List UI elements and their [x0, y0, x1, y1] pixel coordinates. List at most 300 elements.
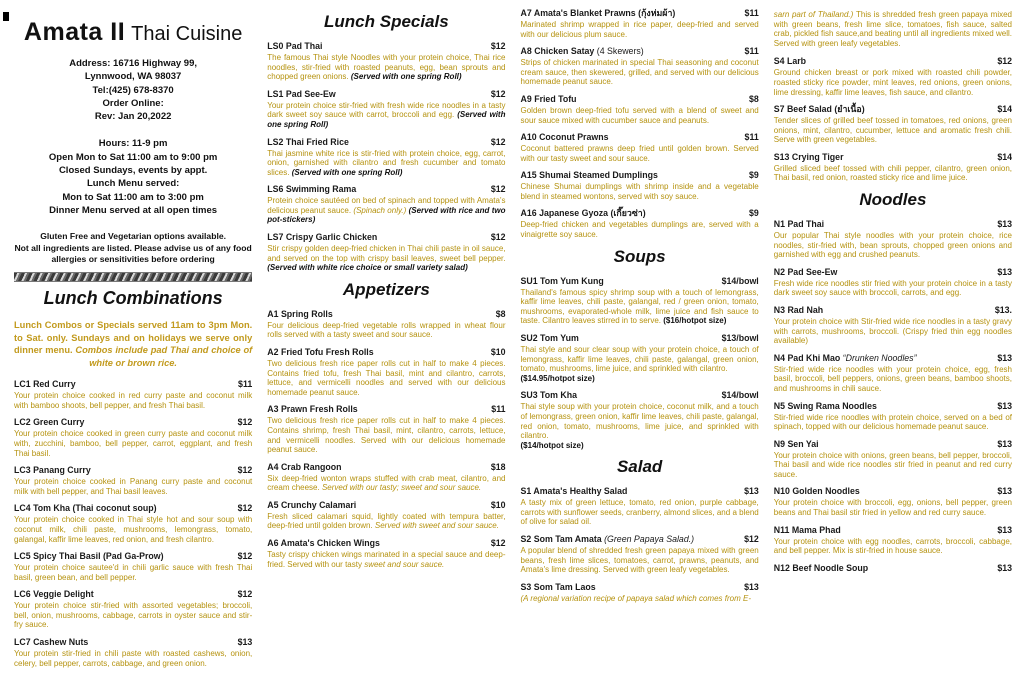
text-segment: Your protein choice with egg noodles, carrots, broccoli, cabbage, and bell pepper. Mix is stir-fried in house sauce.	[773, 536, 1012, 556]
menu-item	[521, 486, 759, 527]
item-price: $12	[490, 232, 506, 243]
item-description	[267, 149, 505, 178]
menu-item-header	[267, 309, 505, 320]
text-segment: Four delicious deep-fried vegetable rolls wrapped in wheat flour rolls served with a tasty sweet and sour sauce.	[267, 320, 506, 340]
item-price: $12	[237, 465, 253, 476]
item-name	[774, 219, 824, 230]
text-segment: A9 Fried Tofu	[520, 93, 577, 104]
text-segment: S3 Som Tam Laos	[520, 581, 596, 592]
text-segment: Your protein choice stir-fried with fresh wide rice noodles in a tasty dark sweet soy sauce with carrot, broccoli and egg.	[267, 100, 506, 120]
item-description	[774, 231, 1012, 260]
item-name	[267, 184, 356, 195]
text-segment: Your protein choice with Stir-fried wide rice noodles in a tasty gravy with carrots, mushrooms, broccoli. (Crispy fried thin egg noodles available)	[773, 317, 1012, 346]
text-segment: (Green Papaya Salad.)	[604, 534, 695, 545]
text-segment: Deep-fried chicken and vegetables dumplings are, served with a vinaigrette soy sauce.	[520, 220, 759, 240]
item-description	[14, 601, 252, 630]
item-price: $12	[490, 136, 506, 147]
menu-item-header	[267, 89, 505, 100]
item-name	[774, 152, 844, 163]
text-segment: LS2 Thai Fried Rice	[267, 136, 349, 147]
menu-item	[774, 525, 1012, 556]
info-line: Order Online:	[102, 97, 164, 109]
item-name	[267, 462, 341, 473]
item-description	[267, 359, 505, 397]
item-price: $13	[997, 219, 1012, 230]
item-description	[521, 498, 759, 527]
text-segment: S1 Amata's Healthy Salad	[520, 486, 628, 497]
text-segment: A popular blend of shredded fresh green papaya mixed with green beans, fresh lime slices, tomatoes, carrot, prawns, peanuts, and Amata's lime dressing. Served with green leafy vegetables.	[520, 546, 759, 575]
text-segment: This is shredded fresh green papaya mixed with green beans, fresh lime slice, tomatoes, fish sauce, salted crab, pickled fish sauce,and beating until all ingredients mixed well. Served with green leafy vegetables.	[773, 10, 1013, 48]
item-price: $13.	[994, 305, 1012, 316]
text-segment: A5 Crunchy Calamari	[267, 499, 357, 510]
lunch-combinations-title: Lunch Combinations	[43, 288, 223, 309]
menu-item	[521, 94, 759, 125]
text-segment: LC3 Panang Curry	[14, 465, 91, 476]
text-segment: The famous Thai style Noodles with your protein choice, Thai rice noodles, stir-fried with roasted peanuts, egg, bean sprouts and chopped green onions.	[267, 52, 506, 82]
column-appetizers-soups-salad	[521, 8, 759, 675]
item-price: $14	[997, 151, 1012, 162]
text-segment: Strips of chicken marinated in special Thai seasoning and coconut cream sauce, then skewered, grilled, and served with our delicious homemade peanut sauce.	[520, 58, 759, 87]
item-name	[521, 276, 604, 287]
text-segment: Stir crispy golden deep-fried chicken in Thai chili paste in oil sauce, and served on the top with crispy basil leaves, sweet bell pepper.	[267, 244, 506, 263]
item-name	[774, 439, 819, 450]
menu-item-header	[267, 462, 505, 473]
text-segment: Two delicious fresh rice paper rolls cut in half to make 4 pieces. Contains shrimp, fresh Thai basil, mint, cilantro, carrots, lettuce, and vermicelli noodles. Served with our delicious homemade peanut sauce.	[267, 416, 506, 455]
menu-item-header	[521, 170, 759, 181]
item-description	[521, 288, 759, 326]
menu-item	[774, 267, 1012, 298]
menu-item	[14, 637, 252, 668]
menu-item	[521, 582, 759, 604]
info-line: Rev: Jan 20,2022	[94, 111, 172, 123]
item-price: $13	[997, 400, 1012, 411]
item-price: $12	[237, 417, 253, 428]
text-segment: N9 Sen Yai	[773, 438, 819, 449]
item-name	[774, 525, 841, 536]
menu-item	[774, 56, 1012, 97]
text-segment: Tender slices of grilled beef tossed in tomatoes, red onions, green onions, mint, cilantro, cucumber, lettuce and aromatic fresh chili. Serve with green vegetables.	[773, 116, 1012, 145]
menu-item	[14, 503, 252, 544]
item-price: $13/bowl	[721, 332, 759, 343]
menu-item	[774, 439, 1012, 480]
item-price: $13	[744, 486, 759, 497]
item-price: $8	[495, 308, 506, 319]
item-price: $9	[748, 170, 759, 181]
info-line: Closed Sundays, events by appt.	[58, 165, 208, 177]
menu-item	[774, 219, 1012, 260]
text-segment: sweet and sour sauce.	[364, 559, 445, 569]
text-segment: Coconut battered prawns deep fried until golden brown. Served with our tasty sweet and sour sauce.	[520, 144, 759, 163]
menu-item-header	[14, 417, 252, 428]
item-price: $13	[997, 562, 1012, 573]
info-line: Lynnwood, WA 98037	[84, 71, 182, 83]
text-segment: Stir-fried wide rice noodles with your protein choice, egg, fresh basil, broccoli, bell peppers, onions, green beans, bamboo shoots, and mushrooms in chili sauce.	[773, 364, 1012, 393]
item-name	[521, 170, 658, 181]
menu-item	[14, 551, 252, 582]
item-name	[14, 551, 164, 562]
item-price: $12	[744, 534, 759, 545]
menu-item	[774, 486, 1012, 517]
column-salad-noodles	[774, 8, 1012, 675]
text-segment: N3 Rad Nah	[773, 305, 824, 316]
text-segment: N2 Pad See-Ew	[773, 266, 838, 277]
text-segment: (A regional variation recipe of papaya salad which comes from E-	[520, 593, 751, 603]
text-segment: (Served with white rice choice or small variety salad)	[267, 263, 468, 273]
text-segment: N11 Mama Phad	[773, 524, 841, 535]
item-description	[774, 537, 1012, 556]
text-segment: Protein choice sautéed on bed of spinach and topped with Amata's delicious peanut sauce.	[267, 196, 506, 215]
info-line: allergies or sensitivities before ordering	[51, 254, 215, 265]
item-name	[521, 208, 646, 219]
text-segment: A1 Spring Rolls	[267, 308, 333, 319]
item-name	[521, 333, 579, 344]
text-segment: (Served with rice and two pot-stickers)	[267, 205, 506, 225]
item-price: $13	[997, 266, 1012, 277]
text-segment: Your protein stir-fried in chili paste with roasted cashews, onion, celery, bell pepper, carrots, cabbage, and green onion.	[14, 649, 253, 668]
item-name	[774, 401, 877, 412]
item-name	[14, 465, 91, 476]
menu-item	[774, 563, 1012, 574]
item-name	[521, 132, 609, 143]
text-segment: Our popular Thai style noodles with your protein choice, rice noodles, stir-fried with, bean sprouts, chopped green onions and garnished with egg and crushed peanuts.	[773, 231, 1012, 260]
menu-item	[774, 152, 1012, 183]
text-segment: ($14/hotpot size)	[520, 440, 584, 450]
item-price: $10	[490, 499, 506, 510]
text-segment: Your protein choice cooked in red curry paste and coconut milk with bamboo shoots, bell pepper, and fresh Thai basil.	[14, 391, 253, 410]
menu-item-header	[521, 276, 759, 287]
item-price: $12	[490, 538, 506, 549]
menu-item	[774, 353, 1012, 394]
text-segment: A4 Crab Rangoon	[267, 461, 342, 472]
text-segment: A16 Japanese Gyoza (เกี๊ยวซ่า)	[520, 208, 646, 219]
column-lunch-specials-appetizers	[267, 8, 505, 675]
item-description	[774, 279, 1012, 298]
notice-block	[14, 231, 252, 266]
menu-item-header	[774, 305, 1012, 316]
text-segment: SU2 Tom Yum	[520, 332, 579, 343]
item-price: $14/bowl	[721, 275, 759, 286]
item-name	[267, 232, 377, 243]
info-line: Open Mon to Sat 11:00 am to 9:00 pm	[48, 151, 218, 163]
menu-item	[521, 534, 759, 575]
section-title: Salad	[616, 457, 663, 477]
menu-item-header	[267, 41, 505, 52]
menu-item	[521, 132, 759, 163]
item-price: $12	[237, 589, 253, 600]
text-segment: Fresh wide rice noodles stir fried with your protein choice in a tasty dark sweet soy sauce with broccoli, carrots, and egg.	[773, 278, 1012, 298]
item-description	[14, 391, 252, 410]
text-segment: ($16/hotpot size)	[663, 316, 727, 326]
hours-block	[14, 137, 252, 217]
item-description	[774, 451, 1012, 480]
item-description	[267, 416, 505, 454]
column-lunch-combinations	[14, 8, 252, 675]
text-segment: (Served with one spring Roll)	[267, 110, 506, 129]
item-description	[14, 429, 252, 458]
menu-item-header	[521, 8, 759, 19]
menu-item-header	[267, 184, 505, 195]
address-block	[14, 57, 252, 123]
menu-item	[14, 589, 252, 630]
text-segment: (Served with one spring Roll)	[291, 167, 403, 177]
item-price: $13	[997, 486, 1012, 497]
item-price: $12	[490, 41, 506, 51]
menu-item-header	[774, 56, 1012, 67]
menu-item-header	[774, 353, 1012, 364]
item-name	[521, 46, 644, 57]
text-segment: S7 Beef Salad (ยำเนื้อ)	[773, 104, 865, 115]
text-segment: Thai style soup with your protein choice, coconut milk, and a touch of lemongrass, green onion, kaffir lime leaves, chili paste, galangal, red onion, tomato, mushrooms, lime juice, and sprinkled with cilantro.	[520, 402, 759, 441]
text-segment: LS6 Swimming Rama	[267, 184, 357, 195]
item-name	[14, 589, 94, 600]
text-segment: (4 Skewers)	[596, 46, 644, 57]
item-description	[521, 220, 759, 239]
item-description	[774, 365, 1012, 394]
menu-item-header	[521, 582, 759, 593]
item-price: $18	[490, 461, 506, 472]
text-segment: LC1 Red Curry	[14, 379, 76, 390]
item-price: $11	[744, 132, 759, 143]
item-name	[521, 486, 628, 497]
menu-item-header	[774, 104, 1012, 115]
menu-item	[267, 41, 505, 82]
menu-item	[521, 208, 759, 239]
text-segment: N4 Pad Khi Mao	[773, 352, 843, 363]
text-segment: SU3 Tom Kha	[520, 390, 578, 401]
text-segment: Chinese Shumai dumplings with shrimp inside and a vegetable blend in steamed wontons, served with soy sauce.	[520, 182, 759, 201]
text-segment: N10 Golden Noodles	[773, 486, 860, 497]
item-description	[267, 101, 505, 130]
text-segment: Grilled sliced beef tossed with chili pepper, cilantro, green onion, Thai basil, red onion, roasted sticky rice and lime juice.	[773, 163, 1012, 183]
menu-item-header	[774, 219, 1012, 230]
menu-item	[267, 500, 505, 531]
text-segment: Lunch Combos or Specials served 11am to 3pm Mon. to Sat. only. Sundays and on holidays we serve only dinner menu.	[14, 320, 253, 356]
item-name	[521, 390, 578, 401]
text-segment: Ground chicken breast or pork mixed with roasted chili powder, roasted sticky rice powder, mint leaves, red onions, green onions, lime dressing, kaffir lime leaves, fish sauce, and cilantro.	[773, 68, 1012, 97]
text-segment: Your protein choice with onions, green beans, bell pepper, broccoli, Thai basil and wide rice noodles stir fried in peanut and red curry sauce.	[773, 450, 1012, 479]
menu-item	[267, 404, 505, 454]
menu-item-header	[521, 208, 759, 219]
item-price: $11	[238, 379, 253, 390]
text-segment: (Served with one spring Roll)	[350, 72, 462, 82]
menu-item-header	[14, 465, 252, 476]
item-description	[774, 116, 1012, 145]
text-segment: Thailand's famous spicy shrimp soup with a touch of lemongrass, kaffir lime leaves, chili paste, galangal, red / green onion, tomato, mushrooms, evaporated-whole milk, lime juice and fish sauce to taste. Cilantro leaves stirred in to serve.	[520, 287, 759, 326]
text-segment: Your protein choice cooked in Thai style hot and sour soup with coconut milk, chili paste, mushrooms, lemongrass, tomato, galangal, kaffir lime leaves, red onion, and fresh cilantro.	[14, 515, 253, 544]
item-price: $13	[237, 637, 253, 648]
text-segment: “Drunken Noodles”	[842, 352, 917, 363]
menu-item	[267, 137, 505, 178]
text-segment: Two delicious fresh rice paper rolls cut in half to make 4 pieces. Contains fried tofu, fresh Thai basil, mint and cilantro, carrots, lettuce, and vermicelli noodles and served with our delicious homemade peanut sauce.	[267, 358, 506, 397]
menu-item	[267, 462, 505, 493]
menu-item-header	[521, 534, 759, 545]
menu-item	[14, 465, 252, 496]
menu-item-header	[521, 94, 759, 105]
item-description	[521, 594, 759, 604]
item-price: $11	[744, 8, 759, 18]
item-price: $12	[997, 56, 1012, 67]
text-segment: ($14.95/hotpot size)	[520, 373, 595, 383]
text-segment: SU1 Tom Yum Kung	[520, 275, 604, 286]
item-name	[267, 347, 373, 358]
text-segment: (Spinach only.)	[353, 205, 409, 215]
item-description	[774, 413, 1012, 432]
menu-item	[774, 305, 1012, 346]
text-segment: A3 Prawn Fresh Rolls	[267, 404, 358, 415]
item-description	[774, 164, 1012, 183]
menu-item-header	[521, 132, 759, 143]
text-segment: LS0 Pad Thai	[267, 41, 323, 51]
item-description	[267, 53, 505, 82]
item-price: $8	[748, 93, 759, 104]
item-name	[774, 353, 917, 364]
item-price: $14	[997, 104, 1012, 115]
scan-artifact-mark	[3, 12, 9, 21]
item-description	[267, 196, 505, 225]
item-description	[521, 106, 759, 125]
text-segment: LC2 Green Curry	[14, 417, 85, 428]
item-description-continuation	[774, 10, 1012, 48]
menu-item	[267, 232, 505, 273]
info-line: Hours: 11-9 pm	[98, 138, 168, 150]
item-description	[521, 182, 759, 201]
menu-item-header	[774, 401, 1012, 412]
text-segment: LC5 Spicy Thai Basil (Pad Ga-Prow)	[14, 551, 164, 562]
text-segment: N1 Pad Thai	[773, 219, 825, 230]
text-segment: Your protein choice with broccoli, egg, onions, bell pepper, green beans and Thai basil stir fried in yellow and red curry sauce.	[773, 498, 1012, 518]
menu-item-header	[774, 439, 1012, 450]
menu-item	[267, 184, 505, 225]
item-price: $13	[997, 352, 1012, 363]
menu-item-header	[521, 333, 759, 344]
info-line: Tel:(425) 678-8370	[92, 84, 174, 96]
menu-item-header	[267, 404, 505, 415]
item-name	[521, 534, 695, 545]
menu-item-header	[14, 589, 252, 600]
item-name	[774, 486, 860, 497]
text-segment: LS1 Pad See-Ew	[267, 88, 336, 99]
text-segment: A15 Shumai Steamed Dumplings	[520, 170, 658, 181]
item-name	[267, 404, 357, 415]
item-price: $12	[490, 184, 506, 195]
item-description	[267, 512, 505, 531]
text-segment: Tasty crispy chicken wings marinated in a special sauce and deep-fried. Served with our tasty	[267, 550, 506, 569]
menu-item	[521, 8, 759, 39]
menu-item-header	[774, 267, 1012, 278]
restaurant-name-sub: Thai Cuisine	[131, 23, 243, 45]
menu-item	[267, 538, 505, 569]
text-segment: Served with our tasty; sweet and sour sauce.	[321, 483, 482, 493]
item-name	[267, 137, 349, 148]
menu-item	[267, 89, 505, 130]
menu-item	[521, 170, 759, 201]
item-name	[774, 305, 823, 316]
item-price: $10	[490, 347, 506, 357]
text-segment: A10 Coconut Prawns	[520, 132, 609, 143]
item-description	[267, 321, 505, 340]
menu-item	[267, 309, 505, 340]
section-title: Appetizers	[342, 279, 430, 299]
text-segment: Combos include pad Thai and choice of white or brown rice.	[75, 345, 253, 368]
item-name	[267, 500, 356, 511]
text-segment: LC6 Veggie Delight	[14, 589, 94, 600]
menu-item	[521, 46, 759, 87]
item-price: $13	[744, 581, 759, 592]
text-segment: Your protein choice cooked in green curry paste and coconut milk with, zucchini, bamboo, bell pepper, carrot, eggplant, and fresh Thai basil.	[14, 429, 253, 458]
item-name	[14, 417, 84, 428]
item-description	[267, 550, 505, 569]
item-price: $14/bowl	[721, 390, 759, 401]
item-description	[774, 68, 1012, 97]
menu-item	[267, 347, 505, 397]
item-description	[14, 477, 252, 496]
menu-item-header	[774, 152, 1012, 163]
menu-item-header	[774, 563, 1012, 574]
text-segment: A tasty mix of green lettuce, tomato, red onion, purple cabbage, carrots with sunflower seeds, cranberry, almond slices, and a blend of olive for salad oil.	[520, 498, 759, 527]
item-name	[267, 89, 335, 100]
info-line: Mon to Sat 11:00 am to 3:00 pm	[62, 191, 204, 203]
menu-item	[14, 379, 252, 410]
item-name	[267, 41, 322, 52]
item-name	[521, 94, 577, 105]
text-segment: Marinated shrimp wrapped in rice paper, deep-fried and served with our delicious plum sauce.	[520, 19, 759, 39]
item-name	[267, 309, 333, 320]
restaurant-title	[14, 18, 252, 47]
text-segment: Fresh sliced calamari squid, lightly coated with tempura batter, deep-fried until golden brown.	[267, 511, 506, 531]
item-price: $11	[744, 46, 759, 57]
menu-item-header	[14, 637, 252, 648]
item-description	[267, 474, 505, 493]
item-description	[14, 515, 252, 544]
menu-item	[521, 333, 759, 383]
text-segment: Your protein choice sautee'd in chili garlic sauce with fresh Thai basil, green bean, and bell pepper.	[14, 563, 253, 582]
item-name	[14, 379, 76, 390]
menu-item	[774, 401, 1012, 432]
item-name	[267, 538, 380, 549]
info-line: Address: 16716 Highway 99,	[69, 58, 198, 69]
item-name	[774, 56, 806, 67]
text-segment: A2 Fried Tofu Fresh Rolls	[267, 347, 374, 357]
item-description	[521, 546, 759, 575]
item-description	[774, 498, 1012, 517]
item-name	[774, 267, 838, 278]
text-segment: Your protein choice cooked in Panang curry paste and coconut milk with bell pepper, and Thai basil leaves.	[14, 477, 253, 496]
menu-item	[521, 390, 759, 450]
text-segment: S2 Som Tam Amata	[520, 534, 605, 545]
menu-item-header	[774, 525, 1012, 536]
text-segment: Six deep-fried wonton wraps stuffed with crab meat, cilantro, and cream cheese.	[267, 473, 506, 493]
menu-item-header	[521, 46, 759, 57]
menu-item-header	[267, 137, 505, 148]
item-name	[774, 104, 865, 115]
text-segment: Served with sweet and sour sauce.	[374, 521, 499, 531]
menu-item-header	[521, 486, 759, 497]
text-segment: N5 Swing Rama Noodles	[773, 400, 877, 411]
text-segment: LS7 Crispy Garlic Chicken	[267, 232, 378, 243]
menu-item-header	[14, 503, 252, 514]
item-description	[521, 345, 759, 383]
menu-item-header	[521, 390, 759, 401]
menu-item-header	[267, 347, 505, 358]
menu-item	[14, 417, 252, 458]
decorative-divider	[14, 272, 252, 282]
text-segment: LC4 Tom Kha (Thai coconut soup)	[14, 503, 157, 514]
item-description	[521, 402, 759, 450]
text-segment: A7 Amata's Blanket Prawns (กุ้งห่มผ้า)	[520, 8, 676, 18]
info-line: Dinner Menu served at all open times	[49, 204, 218, 216]
section-title: Noodles	[859, 190, 927, 210]
text-segment: sarn part of Thailand.)	[773, 10, 856, 19]
